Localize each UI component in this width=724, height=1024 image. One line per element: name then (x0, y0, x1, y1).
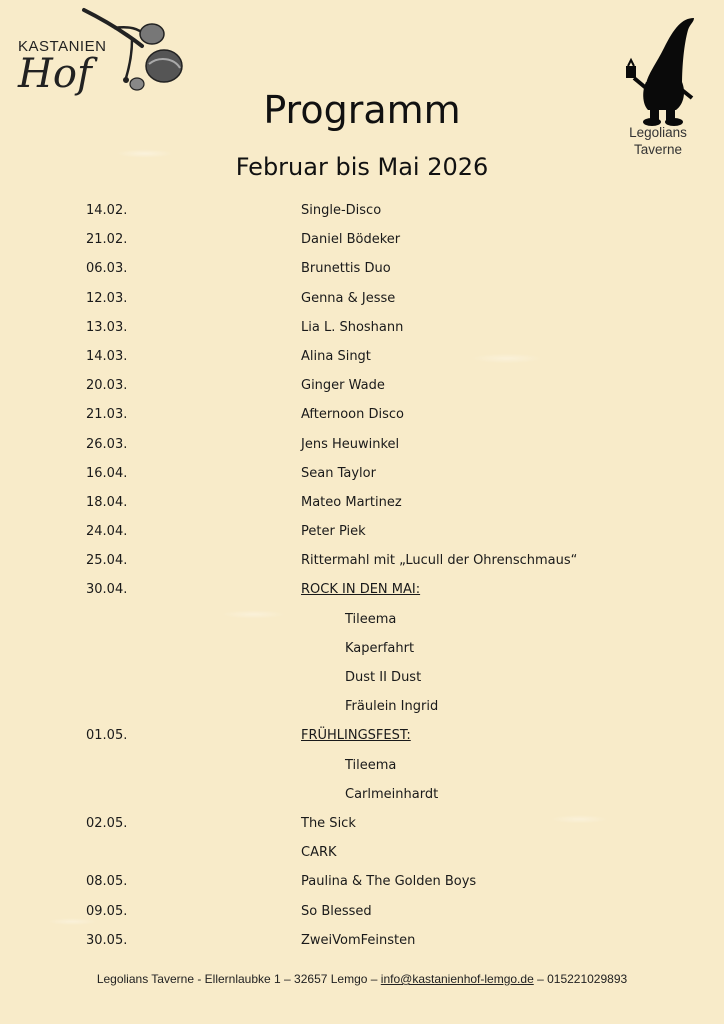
event-act: Daniel Bödeker (301, 232, 401, 248)
footer-phone: – 015221029893 (533, 972, 628, 986)
event-act: Mateo Martinez (301, 494, 402, 510)
event-date: 26.03. (86, 436, 128, 452)
event-date: 20.03. (86, 378, 128, 394)
schedule-row (0, 721, 724, 750)
event-date: 25.04. (86, 553, 128, 569)
event-date: 18.04. (86, 494, 128, 510)
event-act: Tileema (345, 757, 397, 773)
event-act: Alina Singt (301, 348, 371, 364)
event-act: Rittermahl mit „Lucull der Ohrenschmaus“ (301, 553, 578, 569)
schedule-row (0, 780, 724, 809)
event-act: Dust II Dust (345, 670, 422, 685)
schedule-row (0, 342, 724, 371)
event-date: 30.05. (86, 932, 128, 948)
event-date: 09.05. (86, 903, 128, 919)
event-date: 30.04. (86, 582, 128, 598)
schedule-row (0, 196, 724, 225)
event-date: 01.05. (86, 728, 128, 744)
event-section-heading: FRÜHLINGSFEST: (301, 728, 411, 744)
event-section-heading: ROCK IN DEN MAI: (301, 582, 421, 598)
taverne-name-line1: Legolians (629, 125, 687, 140)
footer (0, 972, 724, 986)
event-act: ZweiVomFeinsten (301, 932, 416, 948)
event-act: Paulina & The Golden Boys (301, 874, 477, 890)
event-act: Fräulein Ingrid (345, 699, 439, 715)
event-date: 14.02. (86, 203, 128, 218)
schedule-row (0, 313, 724, 342)
schedule-row (0, 605, 724, 634)
event-act: Ginger Wade (301, 378, 385, 394)
event-act: Sean Taylor (301, 465, 376, 481)
event-date: 06.03. (86, 261, 128, 277)
event-date: 14.03. (86, 348, 128, 364)
brand-line1: KASTANIEN (18, 38, 107, 55)
schedule-row (0, 225, 724, 254)
event-act: Peter Piek (301, 524, 366, 540)
schedule-row (0, 371, 724, 400)
schedule-row (0, 751, 724, 780)
schedule-row (0, 838, 724, 867)
schedule-row (0, 809, 724, 838)
footer-address: Legolians Taverne - Ellernlaubke 1 – 32657 Lemgo – (96, 972, 381, 986)
brand-line2: Hof (18, 51, 92, 97)
event-act: CARK (301, 845, 337, 861)
event-act: Jens Heuwinkel (301, 436, 400, 452)
event-date: 21.03. (86, 407, 128, 423)
event-act: Kaperfahrt (345, 640, 415, 656)
schedule-row (0, 634, 724, 663)
schedule-row (0, 867, 724, 896)
taverne-name-line2: Taverne (633, 142, 683, 157)
schedule-row (0, 430, 724, 459)
schedule-row (0, 926, 724, 955)
event-act: Lia L. Shoshann (301, 319, 404, 335)
schedule-row (0, 663, 724, 692)
event-date: 16.04. (86, 465, 128, 481)
schedule-row (0, 897, 724, 926)
schedule-row (0, 254, 724, 283)
event-act: So Blessed (301, 903, 372, 919)
event-date: 08.05. (86, 874, 128, 890)
schedule-row (0, 284, 724, 313)
event-act: The Sick (301, 815, 356, 831)
page-title: Programm (263, 88, 461, 132)
page-subtitle: Februar bis Mai 2026 (235, 153, 489, 181)
event-date: 21.02. (86, 232, 128, 248)
event-act: Afternoon Disco (301, 407, 405, 423)
event-act: Brunettis Duo (301, 261, 391, 277)
event-act: Genna & Jesse (301, 290, 396, 306)
footer-email-link[interactable]: info@kastanienhof-lemgo.de (380, 972, 534, 986)
event-date: 24.04. (86, 524, 128, 540)
schedule-row (0, 546, 724, 575)
schedule-row (0, 692, 724, 721)
event-act: Tileema (345, 611, 397, 627)
schedule-row (0, 459, 724, 488)
event-date: 02.05. (86, 815, 128, 831)
event-date: 12.03. (86, 290, 128, 306)
event-schedule (0, 196, 724, 955)
schedule-row (0, 400, 724, 429)
event-act: Carlmeinhardt (345, 786, 439, 802)
event-date: 13.03. (86, 319, 128, 335)
schedule-row (0, 575, 724, 604)
schedule-row (0, 517, 724, 546)
schedule-row (0, 488, 724, 517)
event-act: Single-Disco (301, 203, 382, 218)
